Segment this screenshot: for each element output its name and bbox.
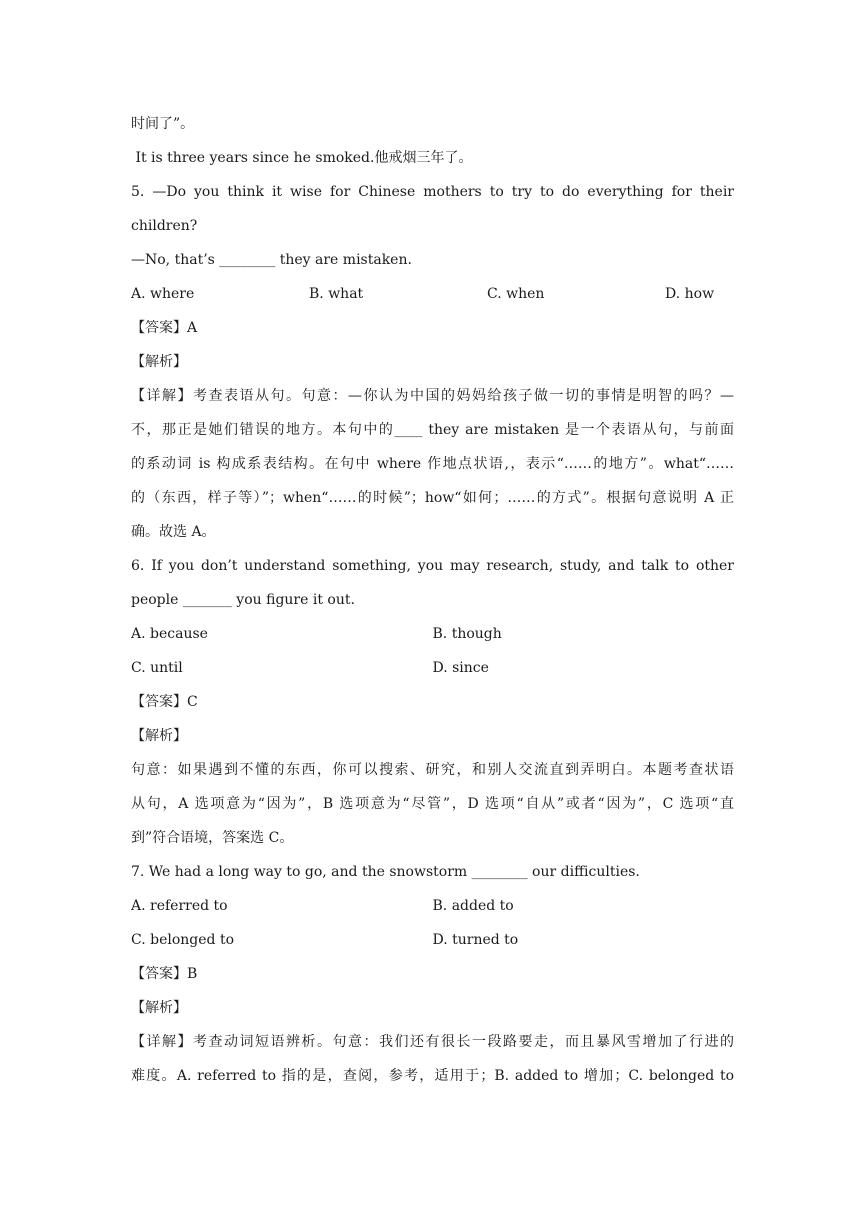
question-5-options [131,277,734,311]
option-a: A. because [131,626,208,642]
question-6-stem: 6. If you don’t understand something, you may research, study, and talk to other [131,558,734,574]
question-5-reply: —No, that’s ________ they are mistaken. [131,252,412,268]
option-b: B. added to [432,898,514,914]
document-body [131,107,734,1093]
detail-line: 的系动词 is 构成系表结构。在句中 where 作地点状语,，表示“……的地方”。what“…… [131,456,734,472]
option-d: D. how [665,286,715,302]
option-d: D. since [432,660,489,676]
question-5-stem: 5. —Do you think it wise for Chinese mothers to try to do everything for their [131,184,734,200]
detail-line: 【详解】考查表语从句。句意：—你认为中国的妈妈给孩子做一切的事情是明智的吗？— [131,388,734,404]
option-a: A. referred to [131,898,228,914]
detail-line: 确。故选 A。 [131,524,216,540]
question-7-options-row [131,923,734,957]
detail-line: 的（东西，样子等）”；when“……的时候”；how“如何；……的方式”。根据句意说明 A 正 [131,490,734,506]
option-a: A. where [131,286,195,302]
answer-label: 【答案】C [131,694,198,710]
detail-line: 【详解】考查动词短语辨析。句意：我们还有很长一段路要走，而且暴风雪增加了行进的 [131,1034,734,1050]
question-5-stem: children? [131,218,198,234]
analysis-label: 【解析】 [131,354,187,370]
detail-line: 句意：如果遇到不懂的东西，你可以搜索、研究，和别人交流直到弄明白。本题考查状语 [131,762,734,778]
answer-label: 【答案】B [131,966,198,982]
example-sentence: It is three years since he smoked.他戒烟三年了。 [131,150,473,166]
option-c: C. until [131,660,183,676]
detail-line: 到”符合语境，答案选 C。 [131,830,294,846]
answer-label: 【答案】A [131,320,198,336]
question-6-options-row [131,617,734,651]
question-7-options-row [131,889,734,923]
option-b: B. what [309,286,364,302]
question-7-stem: 7. We had a long way to go, and the snowstorm ________ our difficulties. [131,864,640,880]
analysis-label: 【解析】 [131,1000,187,1016]
option-c: C. belonged to [131,932,234,948]
analysis-label: 【解析】 [131,728,187,744]
option-c: C. when [487,286,545,302]
option-d: D. turned to [432,932,519,948]
option-b: B. though [432,626,502,642]
detail-line: 从句，A 选项意为“因为”，B 选项意为“尽管”，D 选项“自从”或者“因为”，C 选项“直 [131,796,734,812]
detail-line: 难度。A. referred to 指的是，查阅，参考，适用于；B. added to 增加；C. belonged to [131,1068,734,1084]
detail-line: 不，那正是她们错误的地方。本句中的____ they are mistaken 是一个表语从句，与前面 [131,422,734,438]
question-6-stem: people _______ you figure it out. [131,592,355,608]
text-line: 时间了”。 [131,116,195,132]
question-6-options-row [131,651,734,685]
